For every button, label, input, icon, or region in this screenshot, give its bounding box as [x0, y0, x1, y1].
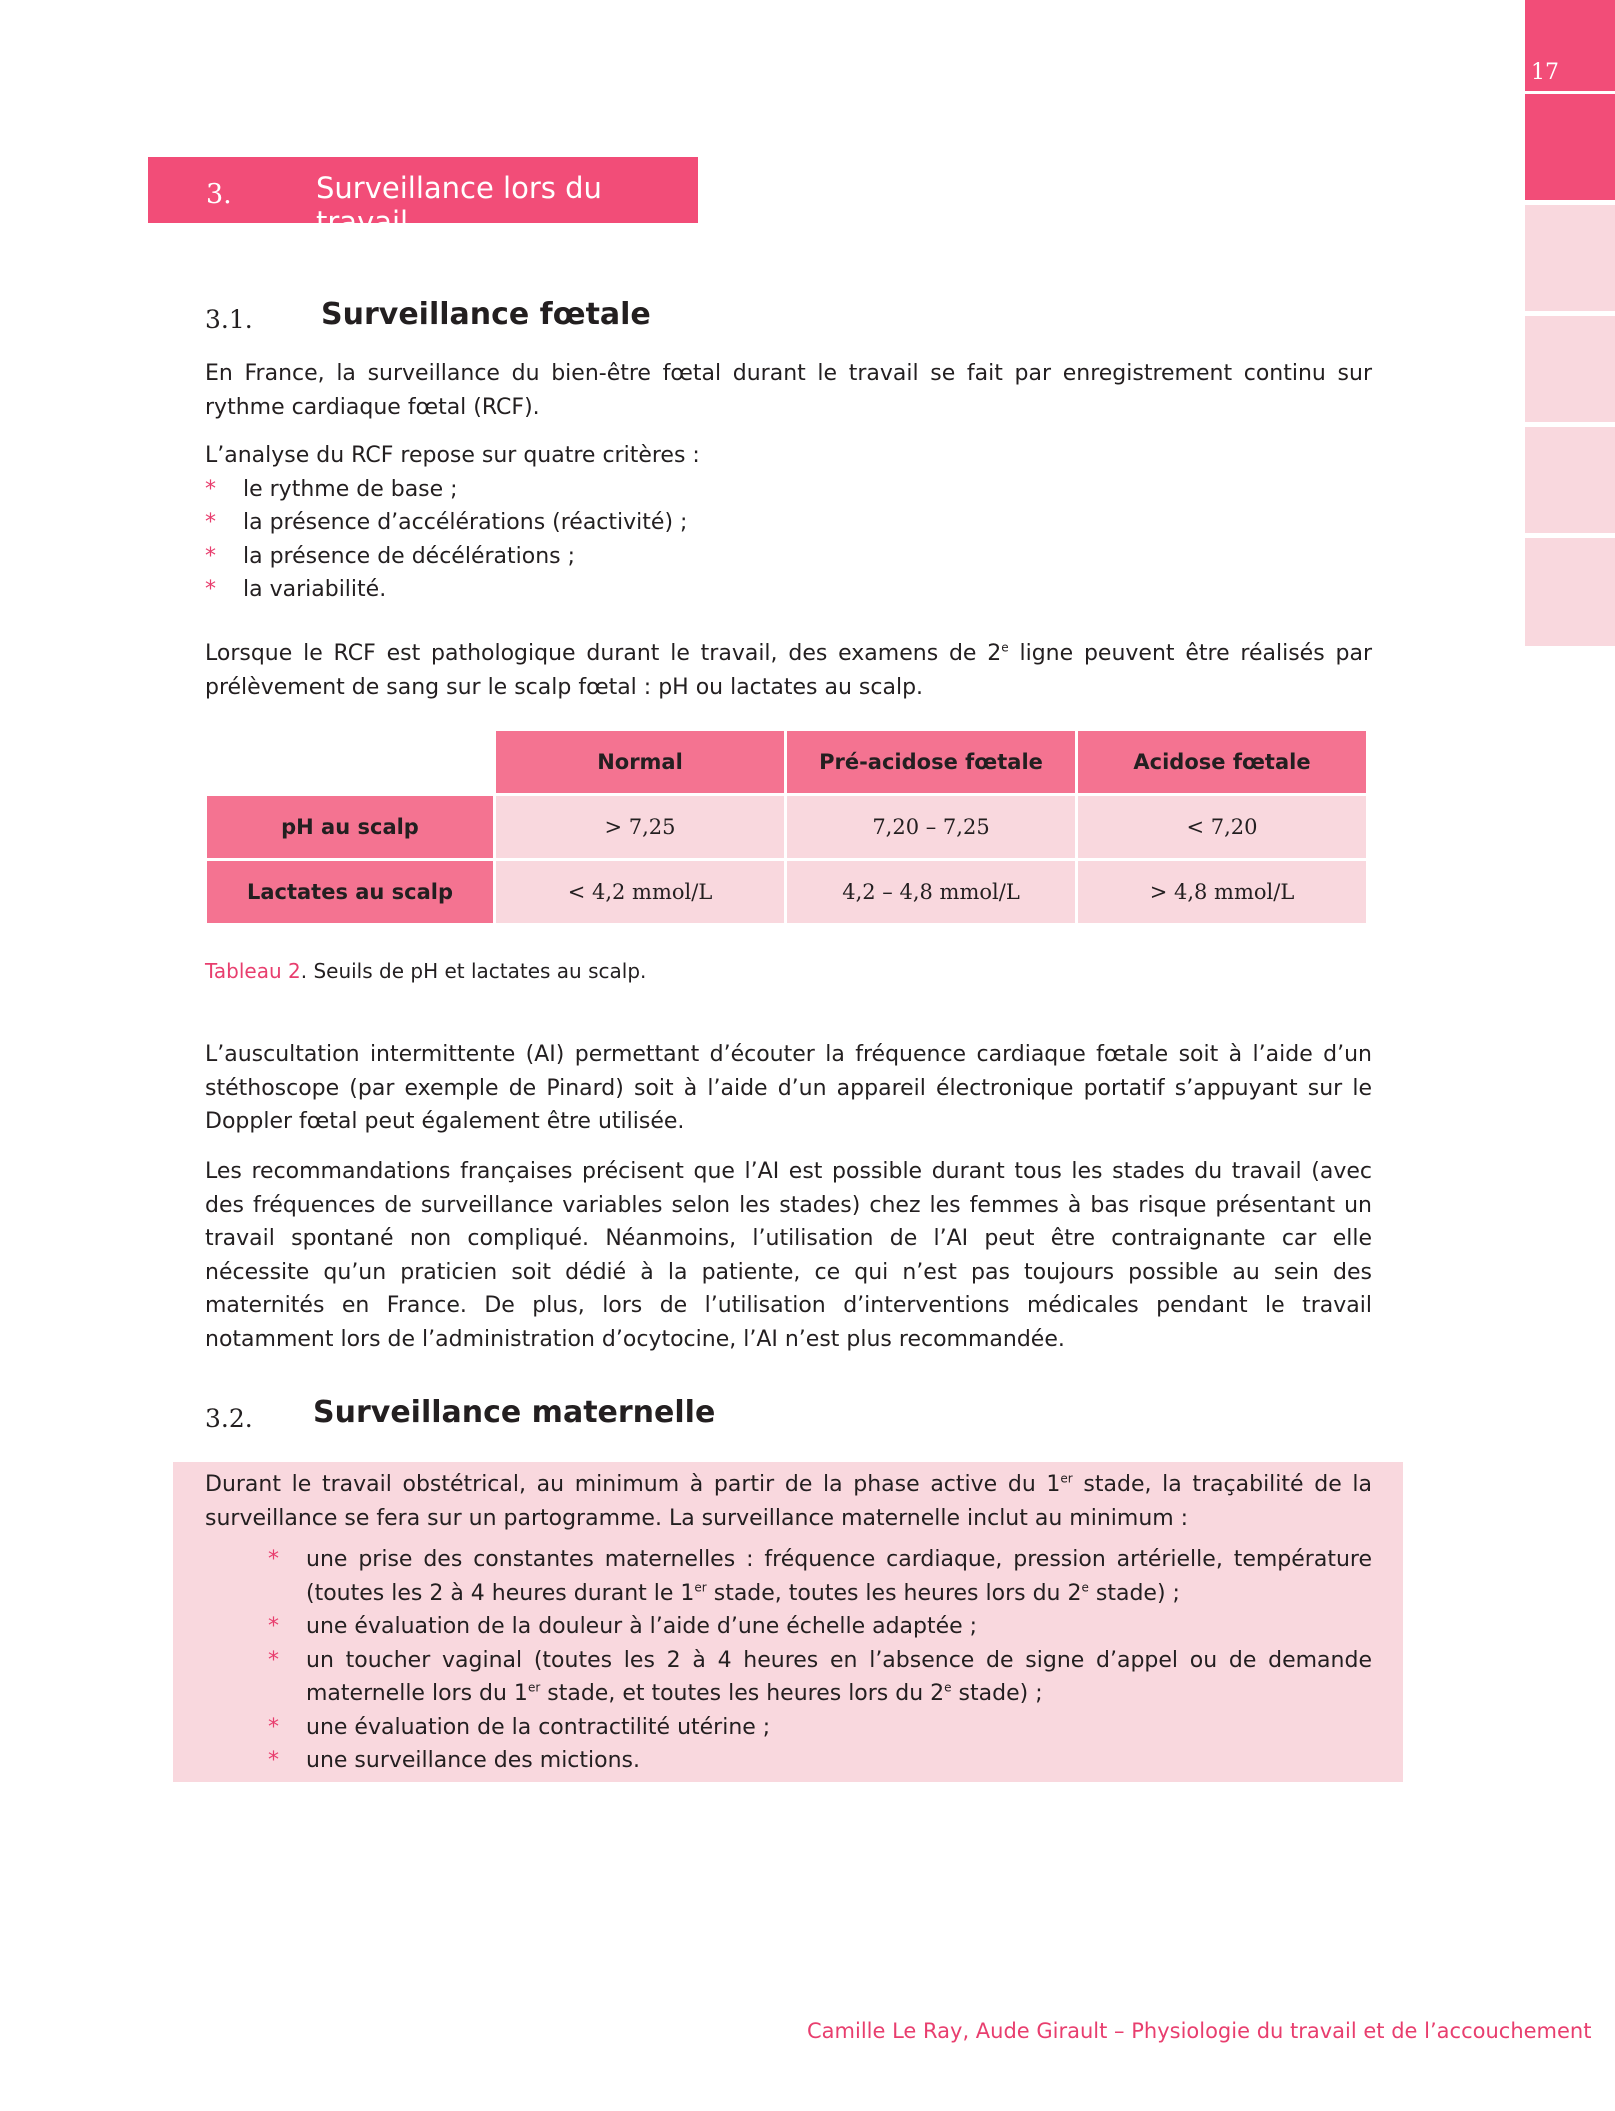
list-item — [268, 1711, 1372, 1745]
criteria-list — [205, 473, 1372, 607]
superscript: e — [1081, 1580, 1089, 1595]
paragraph-text: L’auscultation intermittente (AI) permettant d’écouter la fréquence cardiaque fœtale soit à l’aide d’un stéthoscope (par exemple de Pinard) soit à l’aide d’un appareil électronique portatif s’appuyant sur le Doppler fœtal peut également être utilisée. — [205, 1042, 1372, 1134]
asterisk-bullet-icon: * — [268, 1614, 279, 1639]
table-cell: > 7,25 — [496, 796, 784, 858]
chapter-tabs — [1525, 0, 1615, 646]
paragraph-text: Les recommandations françaises précisent que l’AI est possible durant tous les stades du travail (avec des fréquences de surveillance variables selon les stades) chez les femmes à bas risque présentant un travail spontané non compliqué. Néanmoins, l’utilisation de l’AI peut être contraignante car elle nécessite qu’un praticien soit dédié à la patiente, ce qui n’est pas toujours possible au sein des maternités en France. De plus, lors de l’utilisation d’interventions médicales pendant le travail notamment lors de l’administration d’ocytocine, l’AI n’est plus recommandée. — [205, 1159, 1372, 1352]
text-run: Lorsque le RCF est pathologique durant le travail, des examens de 2 — [205, 641, 1002, 666]
list-item-text: une surveillance des mictions. — [306, 1748, 640, 1773]
scalp-threshold-table — [204, 728, 1369, 926]
row-header: Lactates au scalp — [207, 861, 493, 923]
list-item-text: la variabilité. — [243, 577, 387, 602]
asterisk-bullet-icon: * — [268, 1748, 279, 1773]
text-run: stade) ; — [951, 1681, 1043, 1706]
list-item — [205, 506, 1372, 540]
table-cell: > 4,8 mmol/L — [1078, 861, 1366, 923]
text-run: stade) ; — [1088, 1580, 1180, 1606]
table-cell: < 4,2 mmol/L — [496, 861, 784, 923]
text-run: un toucher vaginal (toutes les 2 à 4 heures en l’absence de signe d’appel ou de demande maternelle lors du 1 — [306, 1647, 1372, 1706]
asterisk-bullet-icon: * — [268, 1547, 279, 1572]
subsection-title: Surveillance maternelle — [313, 1395, 716, 1430]
text-run: stade, toutes les heures lors du 2 — [706, 1580, 1082, 1606]
list-item-text: la présence de décélérations ; — [243, 543, 576, 569]
section-number: 3. — [206, 179, 232, 210]
text-run: une prise des constantes maternelles : fréquence cardiaque, pression artérielle, température (toutes les 2 à 4 heures durant le 1 — [306, 1547, 1372, 1606]
tab-light — [1525, 427, 1615, 538]
asterisk-bullet-icon: * — [205, 510, 216, 535]
column-header: Acidose fœtale — [1078, 731, 1366, 793]
paragraph-text: L’analyse du RCF repose sur quatre critères : — [205, 443, 700, 468]
running-footer: Camille Le Ray, Aude Girault – Physiologie du travail et de l’accouchement — [807, 2019, 1592, 2043]
paragraph — [205, 637, 1372, 704]
column-header: Pré-acidose fœtale — [787, 731, 1075, 793]
asterisk-bullet-icon: * — [268, 1647, 279, 1673]
superscript: e — [944, 1680, 952, 1695]
list-item — [205, 473, 1372, 507]
asterisk-bullet-icon: * — [268, 1714, 279, 1740]
criteria-block — [205, 439, 1372, 607]
list-item — [268, 1610, 1372, 1644]
text-run: ligne peuvent être réalisés par prélèvement de sang sur le scalp fœtal : pH ou lactates au scalp. — [205, 641, 1372, 700]
list-item-text: une évaluation de la douleur à l’aide d’une échelle adaptée ; — [306, 1614, 978, 1639]
table-cell: 4,2 – 4,8 mmol/L — [787, 861, 1075, 923]
paragraph — [205, 357, 1372, 424]
paragraph — [205, 1155, 1372, 1356]
table-corner-cell — [207, 731, 493, 793]
maternal-list — [268, 1543, 1372, 1778]
asterisk-bullet-icon: * — [205, 543, 216, 569]
table-header-row — [207, 731, 1366, 793]
tab-active — [1525, 94, 1615, 205]
superscript: er — [1060, 1471, 1073, 1486]
column-header: Normal — [496, 731, 784, 793]
subsection-number: 3.1. — [205, 305, 253, 334]
section-title: Surveillance lors du travail — [316, 171, 602, 239]
text-run: stade, la traçabilité de la surveillance se fera sur un partogramme. La surveillance maternelle inclut au minimum : — [205, 1472, 1372, 1531]
text-run: stade, et toutes les heures lors du 2 — [540, 1681, 945, 1706]
table-cell: < 7,20 — [1078, 796, 1366, 858]
paragraph-text: En France, la surveillance du bien-être fœtal durant le travail se fait par enregistrement continu sur rythme cardiaque fœtal (RCF). — [205, 361, 1372, 420]
paragraph-text — [205, 1468, 1372, 1535]
superscript: er — [694, 1580, 707, 1595]
tab-light — [1525, 538, 1615, 646]
page-number: 17 — [1531, 60, 1559, 85]
asterisk-bullet-icon: * — [205, 476, 216, 502]
list-item — [268, 1543, 1372, 1610]
table-row — [207, 796, 1366, 858]
table-caption — [205, 959, 646, 983]
asterisk-bullet-icon: * — [205, 577, 216, 602]
paragraph — [205, 1038, 1372, 1139]
text-run: Durant le travail obstétrical, au minimum à partir de la phase active du 1 — [205, 1472, 1061, 1497]
list-item — [268, 1644, 1372, 1711]
section-banner — [148, 157, 698, 239]
list-item-text: une évaluation de la contractilité utérine ; — [306, 1714, 771, 1740]
subsection-number: 3.2. — [205, 1404, 253, 1433]
table-cell: 7,20 – 7,25 — [787, 796, 1075, 858]
list-item — [205, 573, 1372, 607]
superscript: e — [1001, 640, 1009, 655]
superscript: er — [527, 1680, 541, 1695]
list-item-text: la présence d’accélérations (réactivité) ; — [243, 510, 688, 535]
list-item — [205, 540, 1372, 574]
tab-light — [1525, 205, 1615, 316]
list-item-text: le rythme de base ; — [243, 476, 458, 502]
list-item — [268, 1744, 1372, 1778]
row-header: pH au scalp — [207, 796, 493, 858]
caption-text: . Seuils de pH et lactates au scalp. — [300, 959, 647, 983]
tab-light — [1525, 316, 1615, 427]
table-row — [207, 861, 1366, 923]
maternal-monitoring-box — [173, 1462, 1403, 1782]
page-tab — [1525, 0, 1615, 94]
box-content — [205, 1468, 1372, 1778]
subsection-title: Surveillance fœtale — [321, 297, 651, 332]
caption-label: Tableau 2 — [205, 959, 301, 983]
